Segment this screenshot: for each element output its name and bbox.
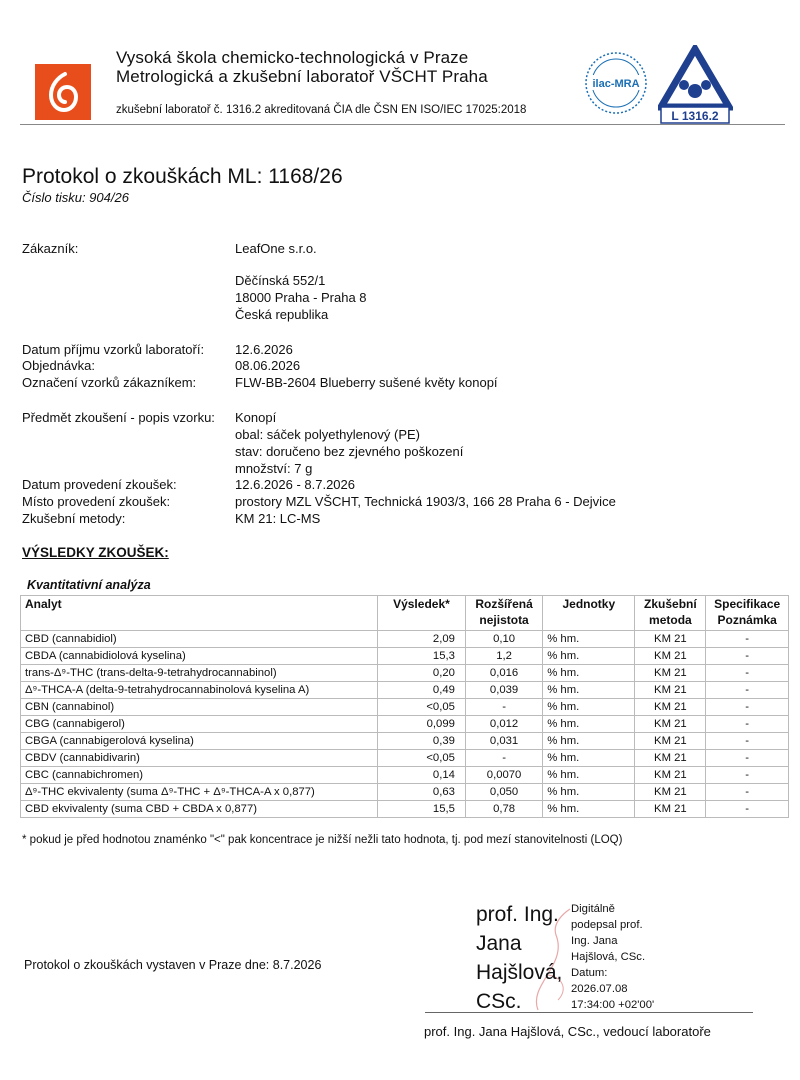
cell-analyte: CBDA (cannabidiolová kyselina) bbox=[21, 648, 378, 665]
detail-value: prostory MZL VŠCHT, Technická 1903/3, 166 28 Praha 6 - Dejvice bbox=[235, 494, 616, 509]
cell-uncertainty: 0,78 bbox=[465, 801, 542, 818]
cell-analyte: CBN (cannabinol) bbox=[21, 699, 378, 716]
cell-note: - bbox=[706, 699, 789, 716]
cell-units: % hm. bbox=[543, 801, 635, 818]
detail-label: Místo provedení zkoušek: bbox=[22, 494, 171, 509]
cell-result: 0,49 bbox=[377, 682, 465, 699]
cell-units: % hm. bbox=[543, 682, 635, 699]
table-header-row bbox=[21, 596, 789, 631]
cell-analyte: CBD ekvivalenty (suma CBD + CBDA x 0,877) bbox=[21, 801, 378, 818]
subject-line: Konopí bbox=[235, 410, 277, 425]
cell-result: 15,5 bbox=[377, 801, 465, 818]
digital-signature-line: podepsal prof. bbox=[571, 919, 643, 931]
vscht-logo bbox=[35, 64, 91, 120]
table-row bbox=[21, 699, 789, 716]
subject-line: obal: sáček polyethylenový (PE) bbox=[235, 427, 420, 442]
cell-uncertainty: 0,050 bbox=[465, 784, 542, 801]
table-row bbox=[21, 665, 789, 682]
cell-analyte: CBG (cannabigerol) bbox=[21, 716, 378, 733]
detail-label: Datum provedení zkoušek: bbox=[22, 477, 177, 492]
cell-method: KM 21 bbox=[635, 767, 706, 784]
table-row bbox=[21, 733, 789, 750]
cell-uncertainty: 0,016 bbox=[465, 665, 542, 682]
cell-method: KM 21 bbox=[635, 665, 706, 682]
cell-note: - bbox=[706, 733, 789, 750]
cell-units: % hm. bbox=[543, 648, 635, 665]
cell-note: - bbox=[706, 631, 789, 648]
cell-method: KM 21 bbox=[635, 716, 706, 733]
digital-signature-info bbox=[571, 901, 654, 1013]
cell-result: <0,05 bbox=[377, 699, 465, 716]
detail-value: 12.6.2026 - 8.7.2026 bbox=[235, 477, 355, 492]
cell-analyte: Δ⁹-THCA-A (delta-9-tetrahydrocannabinolová kyselina A) bbox=[21, 682, 378, 699]
detail-value: 12.6.2026 bbox=[235, 342, 293, 357]
cell-analyte: CBD (cannabidiol) bbox=[21, 631, 378, 648]
cell-units: % hm. bbox=[543, 631, 635, 648]
cell-units: % hm. bbox=[543, 665, 635, 682]
signer-name-line: CSc. bbox=[476, 990, 522, 1013]
digital-signature-line: Hajšlová, CSc. bbox=[571, 951, 646, 963]
cell-method: KM 21 bbox=[635, 682, 706, 699]
flask-drop-icon bbox=[35, 64, 91, 120]
table-row bbox=[21, 716, 789, 733]
cell-units: % hm. bbox=[543, 767, 635, 784]
column-header-units: Jednotky bbox=[543, 596, 635, 631]
subject-label: Předmět zkoušení - popis vzorku: bbox=[22, 410, 215, 425]
cell-analyte: Δ⁹-THC ekvivalenty (suma Δ⁹-THC + Δ⁹-THCA-A x 0,877) bbox=[21, 784, 378, 801]
ilac-logo-text: ilac-MRA bbox=[592, 78, 640, 90]
detail-label: Zkušební metody: bbox=[22, 511, 126, 526]
cell-result: 0,39 bbox=[377, 733, 465, 750]
cell-method: KM 21 bbox=[635, 733, 706, 750]
cell-units: % hm. bbox=[543, 784, 635, 801]
ilac-mra-logo bbox=[583, 50, 649, 116]
detail-label: Označení vzorků zákazníkem: bbox=[22, 375, 197, 390]
cell-analyte: CBGA (cannabigerolová kyselina) bbox=[21, 733, 378, 750]
cell-uncertainty: 0,039 bbox=[465, 682, 542, 699]
table-row bbox=[21, 682, 789, 699]
digital-signature-line: Ing. Jana bbox=[571, 935, 618, 947]
cell-uncertainty: 1,2 bbox=[465, 648, 542, 665]
header-divider bbox=[20, 124, 785, 125]
customer-address-line: Děčínská 552/1 bbox=[235, 273, 326, 288]
cell-method: KM 21 bbox=[635, 648, 706, 665]
digital-signature-line: 2026.07.08 bbox=[571, 983, 628, 995]
cell-result: 15,3 bbox=[377, 648, 465, 665]
cell-method: KM 21 bbox=[635, 801, 706, 818]
cell-analyte: trans-Δ⁹-THC (trans-delta-9-tetrahydrocannabinol) bbox=[21, 665, 378, 682]
cell-units: % hm. bbox=[543, 750, 635, 767]
cell-uncertainty: 0,10 bbox=[465, 631, 542, 648]
cell-uncertainty: 0,012 bbox=[465, 716, 542, 733]
cell-uncertainty: - bbox=[465, 750, 542, 767]
column-header-uncertainty: Rozšířená nejistota bbox=[465, 596, 542, 631]
detail-label: Datum příjmu vzorků laboratoří: bbox=[22, 342, 205, 357]
table-row bbox=[21, 801, 789, 818]
issued-statement: Protokol o zkouškách vystaven v Praze dne: 8.7.2026 bbox=[24, 958, 322, 972]
cell-method: KM 21 bbox=[635, 784, 706, 801]
cell-note: - bbox=[706, 665, 789, 682]
table-row bbox=[21, 767, 789, 784]
cell-result: 0,099 bbox=[377, 716, 465, 733]
cell-uncertainty: 0,0070 bbox=[465, 767, 542, 784]
customer-address-line: Česká republika bbox=[235, 307, 329, 322]
cell-note: - bbox=[706, 648, 789, 665]
signer-name-large bbox=[476, 900, 562, 1016]
cell-note: - bbox=[706, 716, 789, 733]
digital-signature-line: Datum: bbox=[571, 967, 608, 979]
table-row bbox=[21, 784, 789, 801]
cia-accreditation-badge bbox=[658, 45, 733, 125]
digital-signature-line: 17:34:00 +02'00' bbox=[571, 999, 655, 1011]
cell-result: 0,20 bbox=[377, 665, 465, 682]
table-row bbox=[21, 750, 789, 767]
signature-line bbox=[425, 1012, 753, 1013]
detail-value: KM 21: LC-MS bbox=[235, 511, 321, 526]
cell-units: % hm. bbox=[543, 699, 635, 716]
cell-uncertainty: - bbox=[465, 699, 542, 716]
detail-value: FLW-BB-2604 Blueberry sušené květy konopí bbox=[235, 375, 498, 390]
results-table bbox=[20, 595, 789, 818]
cell-units: % hm. bbox=[543, 733, 635, 750]
signature-caption: prof. Ing. Jana Hajšlová, CSc., vedoucí laboratoře bbox=[424, 1024, 711, 1039]
signer-name-line: Hajšlová, bbox=[476, 961, 563, 984]
customer-name: LeafOne s.r.o. bbox=[235, 241, 317, 256]
cell-method: KM 21 bbox=[635, 631, 706, 648]
cell-uncertainty: 0,031 bbox=[465, 733, 542, 750]
cell-analyte: CBDV (cannabidivarin) bbox=[21, 750, 378, 767]
cell-note: - bbox=[706, 801, 789, 818]
cell-note: - bbox=[706, 784, 789, 801]
cell-result: 0,14 bbox=[377, 767, 465, 784]
subject-line: množství: 7 g bbox=[235, 461, 313, 476]
results-section-title: VÝSLEDKY ZKOUŠEK: bbox=[22, 545, 169, 560]
cell-result: 0,63 bbox=[377, 784, 465, 801]
cell-method: KM 21 bbox=[635, 699, 706, 716]
cell-note: - bbox=[706, 767, 789, 784]
customer-address-line: 18000 Praha - Praha 8 bbox=[235, 290, 367, 305]
detail-value: 08.06.2026 bbox=[235, 358, 301, 373]
print-number: Číslo tisku: 904/26 bbox=[22, 190, 129, 205]
accreditation-text: zkušební laboratoř č. 1316.2 akreditovaná ČIA dle ČSN EN ISO/IEC 17025:2018 bbox=[116, 104, 527, 116]
column-header-analyte: Analyt bbox=[21, 596, 378, 631]
protocol-title: Protokol o zkouškách ML: 1168/26 bbox=[22, 165, 343, 188]
subject-line: stav: doručeno bez zjevného poškození bbox=[235, 444, 464, 459]
digital-signature-line: Digitálně bbox=[571, 903, 615, 915]
signer-name-line: Jana bbox=[476, 932, 522, 955]
cell-units: % hm. bbox=[543, 716, 635, 733]
cell-method: KM 21 bbox=[635, 750, 706, 767]
cell-note: - bbox=[706, 682, 789, 699]
customer-label: Zákazník: bbox=[22, 241, 79, 256]
table-row bbox=[21, 631, 789, 648]
cell-analyte: CBC (cannabichromen) bbox=[21, 767, 378, 784]
column-header-method: Zkušební metoda bbox=[635, 596, 706, 631]
institution-name: Vysoká škola chemicko-technologická v Praze bbox=[116, 48, 469, 67]
cell-note: - bbox=[706, 750, 789, 767]
results-footnote: * pokud je před hodnotou znaménko "<" pak koncentrace je nižší nežli tato hodnota, tj. pod mezí stanovitelnosti (LOQ) bbox=[22, 834, 623, 846]
cell-result: <0,05 bbox=[377, 750, 465, 767]
table-row bbox=[21, 648, 789, 665]
results-subsection-title: Kvantitativní analýza bbox=[27, 578, 151, 592]
cell-result: 2,09 bbox=[377, 631, 465, 648]
column-header-result: Výsledek* bbox=[377, 596, 465, 631]
column-header-specification: Specifikace Poznámka bbox=[706, 596, 789, 631]
detail-label: Objednávka: bbox=[22, 358, 95, 373]
cia-badge-text: L 1316.2 bbox=[671, 109, 719, 123]
laboratory-name: Metrologická a zkušební laboratoř VŠCHT Praha bbox=[116, 67, 488, 86]
signer-name-line: prof. Ing. bbox=[476, 903, 559, 926]
